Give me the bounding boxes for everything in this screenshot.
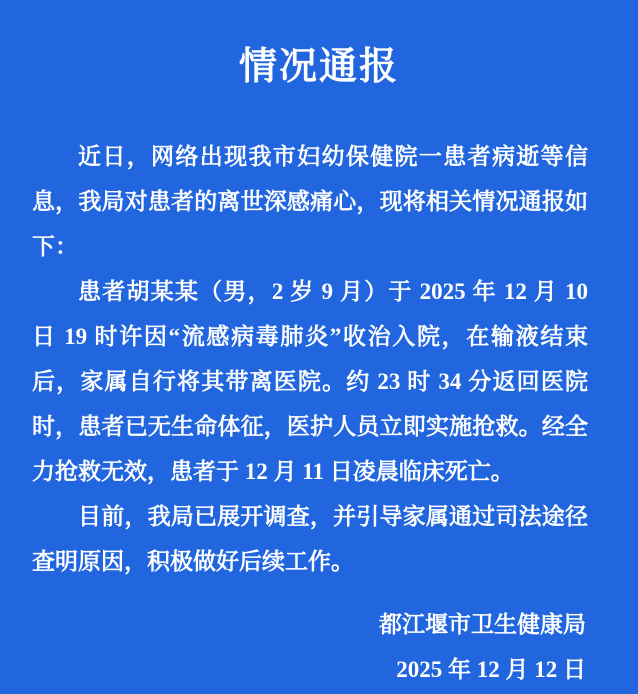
notice-paragraph-intro: 近日，网络出现我市妇幼保健院一患者病逝等信息，我局对患者的离世深感痛心，现将相关情况通报如下： <box>32 144 588 259</box>
issue-date: 2025 年 12 月 12 日 <box>396 657 586 682</box>
notice-footer <box>0 602 638 692</box>
notice-body <box>32 134 588 584</box>
issuer-signature: 都江堰市卫生健康局 <box>379 612 586 637</box>
notice-paragraph-followup: 目前，我局已展开调查，并引导家属通过司法途径查明原因，积极做好后续工作。 <box>32 504 588 574</box>
notice-paragraph-incident: 患者胡某某（男，2 岁 9 月）于 2025 年 12 月 10 日 19 时许因“流感病毒肺炎”收治入院，在输液结束后，家属自行将其带离医院。约 23 时 34 分返回医院时，患者已无生命体征，医护人员立即实施抢救。经全力抢救无效，患者于 12 月 11 日凌晨临床死亡。 <box>32 279 588 484</box>
notice-title: 情况通报 <box>238 46 399 88</box>
